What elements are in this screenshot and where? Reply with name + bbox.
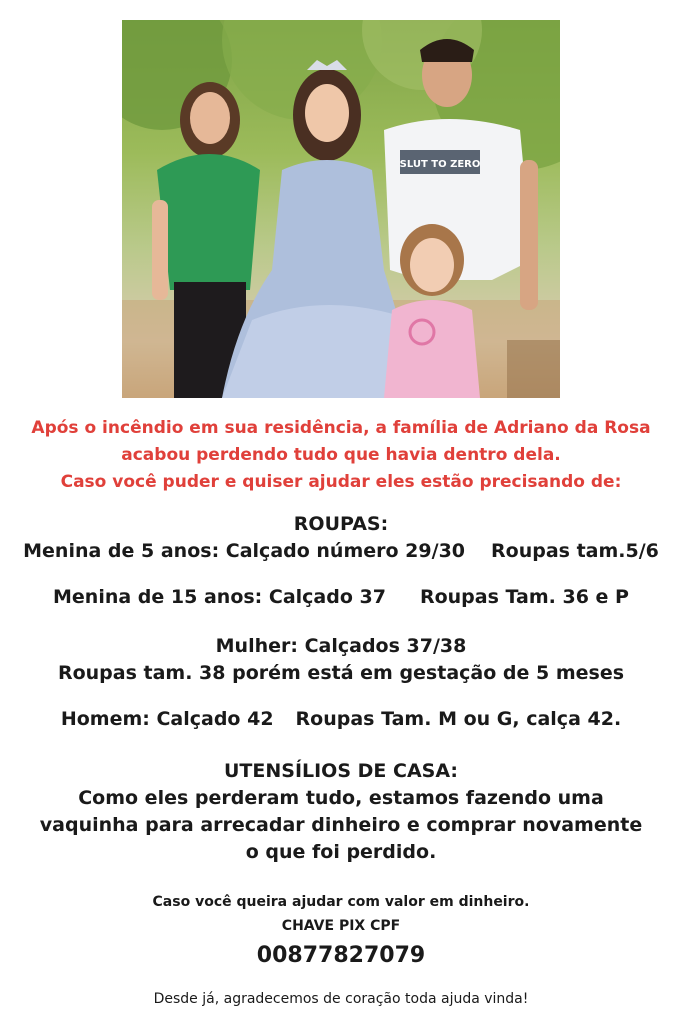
footer-text: Desde já, agradecemos de coração toda ajuda vinda! [153, 991, 529, 1007]
donation-line1: Caso você queira ajudar com valor em dinheiro. [152, 894, 530, 910]
menina5-clothes: Roupas tam.5/6 [491, 540, 659, 562]
homem-shoes: Homem: Calçado 42 [60, 708, 274, 730]
menina15-shoes: Menina de 15 anos: Calçado 37 [53, 586, 386, 608]
menina15-clothes: Roupas Tam. 36 e P [419, 586, 629, 608]
mulher-section [0, 633, 682, 687]
menina15-section [0, 584, 682, 611]
homem-line [0, 706, 682, 733]
family-photo [122, 20, 560, 398]
homem-section [0, 706, 682, 733]
utensilios-line: Como eles perderam tudo, estamos fazendo uma [78, 787, 604, 809]
homem-clothes: Roupas Tam. M ou G, calça 42. [295, 708, 622, 730]
donation-line2: CHAVE PIX CPF [281, 918, 401, 934]
donation-section [0, 890, 682, 938]
roupas-title: ROUPAS: [293, 513, 389, 535]
pix-key: 00877827079 [256, 943, 426, 968]
utensilios-line: vaquinha para arrecadar dinheiro e comprar novamente [39, 814, 643, 836]
intro-line: Após o incêndio em sua residência, a família de Adriano da Rosa [31, 418, 651, 438]
intro-line: Caso você puder e quiser ajudar eles estão precisando de: [60, 472, 622, 492]
utensilios-line: o que foi perdido. [245, 841, 437, 863]
menina15-line [0, 584, 682, 611]
mulher-line1: Mulher: Calçados 37/38 [215, 635, 467, 657]
utensilios-title: UTENSÍLIOS DE CASA: [223, 760, 458, 782]
menina5-line [0, 538, 682, 565]
intro-line: acabou perdendo tudo que havia dentro dela. [121, 445, 561, 465]
roupas-section [0, 511, 682, 565]
shirt-text: SLUT TO ZERO [399, 159, 481, 170]
intro-text [0, 415, 682, 496]
menina5-shoes: Menina de 5 anos: Calçado número 29/30 [23, 540, 466, 562]
utensilios-section [0, 758, 682, 866]
mulher-line2: Roupas tam. 38 porém está em gestação de 5 meses [57, 662, 625, 684]
